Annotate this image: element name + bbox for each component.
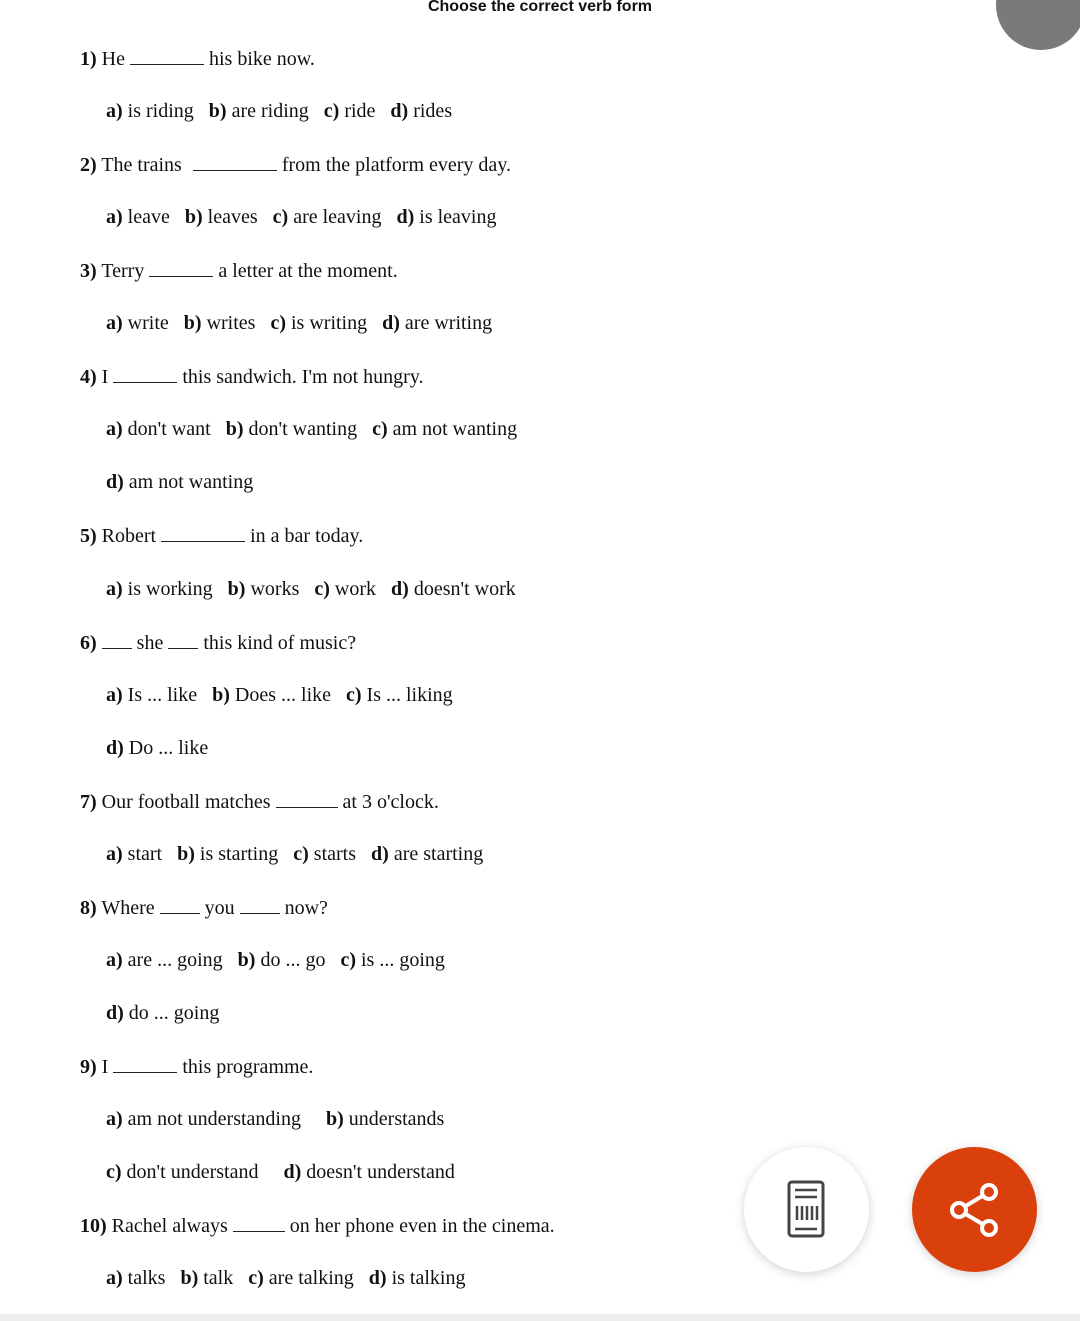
option-c: ride: [344, 100, 376, 122]
question-text-start: I: [101, 366, 109, 388]
option-label: c): [272, 206, 289, 228]
option-b: are riding: [231, 100, 309, 122]
option-a: is riding: [127, 100, 194, 122]
option-label: d): [371, 843, 389, 865]
option-c: am not wanting: [392, 418, 518, 440]
option-label: d): [283, 1161, 302, 1183]
question-number: 5): [80, 525, 97, 547]
option-a: is working: [127, 578, 213, 600]
option-d: doesn't understand: [306, 1161, 455, 1183]
option-d: rides: [413, 100, 453, 122]
answer-blank: [240, 895, 280, 914]
option-label: c): [323, 100, 340, 122]
document-icon: [787, 1180, 827, 1240]
question-text-start: I: [101, 1056, 109, 1078]
option-b: works: [250, 578, 300, 600]
option-b: Does ... like: [234, 684, 331, 706]
option-b: writes: [206, 312, 256, 334]
options-10: [106, 1266, 465, 1290]
option-label: a): [106, 418, 123, 440]
option-b: leaves: [207, 206, 258, 228]
options-9: [106, 1107, 444, 1131]
option-a: Is ... like: [127, 684, 198, 706]
question-9: [80, 1054, 313, 1079]
option-label: b): [184, 206, 203, 228]
option-a: leave: [127, 206, 170, 228]
option-c: is writing: [291, 312, 368, 334]
option-label: c): [106, 1161, 122, 1183]
option-label: d): [368, 1267, 387, 1289]
question-text-end: this sandwich. I'm not hungry.: [182, 366, 424, 388]
option-label: d): [106, 1002, 124, 1024]
option-label: a): [106, 100, 123, 122]
option-label: b): [177, 843, 195, 865]
option-b: is starting: [199, 843, 279, 865]
option-label: d): [396, 206, 415, 228]
question-text-start: Our football matches: [101, 791, 271, 813]
question-number: 3): [80, 260, 97, 282]
answer-blank: [233, 1213, 285, 1232]
option-label: d): [391, 578, 409, 600]
question-2: [80, 152, 511, 177]
option-label: c): [372, 418, 388, 440]
question-number: 7): [80, 791, 97, 813]
option-c: Is ... liking: [366, 684, 453, 706]
question-text-end: on her phone even in the cinema.: [289, 1215, 555, 1237]
option-a: are ... going: [127, 949, 223, 971]
option-label: a): [106, 1108, 123, 1130]
question-8: [80, 895, 328, 920]
question-text-end: at 3 o'clock.: [342, 791, 439, 813]
option-a: write: [127, 312, 169, 334]
option-a: don't want: [127, 418, 211, 440]
question-text-start: Terry: [101, 260, 145, 282]
question-text-end: this programme.: [182, 1056, 314, 1078]
question-number: 2): [80, 154, 97, 176]
option-d: Do ... like: [128, 737, 209, 759]
question-number: 1): [80, 48, 97, 70]
options-6-cont: [106, 736, 208, 760]
option-b: talk: [203, 1267, 234, 1289]
option-label: c): [270, 312, 286, 334]
question-7: [80, 789, 439, 814]
option-label: b): [180, 1267, 199, 1289]
option-label: d): [390, 100, 409, 122]
options-4: [106, 417, 517, 441]
question-6: [80, 630, 356, 655]
options-7: [106, 842, 483, 866]
question-text-end: from the platform every day.: [281, 154, 512, 176]
question-number: 6): [80, 632, 97, 654]
answer-blank: [149, 258, 213, 277]
option-label: b): [208, 100, 227, 122]
question-number: 8): [80, 897, 97, 919]
question-text-start: Robert: [101, 525, 157, 547]
share-icon: [945, 1180, 1005, 1240]
question-number: 10): [80, 1215, 107, 1237]
option-label: b): [325, 1108, 344, 1130]
question-text-start: He: [101, 48, 125, 70]
option-d: is talking: [391, 1267, 466, 1289]
option-b: do ... go: [260, 949, 326, 971]
question-text-start: The trains: [101, 154, 182, 176]
corner-overlay: [996, 0, 1080, 50]
option-c: don't understand: [126, 1161, 259, 1183]
question-number: 9): [80, 1056, 97, 1078]
question-5: [80, 523, 363, 548]
question-text-mid: you: [204, 897, 235, 919]
option-c: is ... going: [361, 949, 445, 971]
option-label: d): [382, 312, 400, 334]
bottom-divider: [0, 1314, 1080, 1321]
options-2: [106, 205, 496, 229]
question-3: [80, 258, 398, 283]
answer-blank: [102, 630, 132, 649]
options-8: [106, 948, 445, 972]
question-text-start: Rachel always: [111, 1215, 228, 1237]
option-d: are writing: [404, 312, 493, 334]
question-text-end: this kind of music?: [203, 632, 357, 654]
option-a: am not understanding: [127, 1108, 301, 1130]
options-6: [106, 683, 453, 707]
answer-blank: [113, 1054, 177, 1073]
options-3: [106, 311, 492, 335]
question-text-end: his bike now.: [209, 48, 315, 70]
option-d: is leaving: [419, 206, 497, 228]
question-text-end: in a bar today.: [250, 525, 364, 547]
option-c: starts: [313, 843, 357, 865]
option-c: are leaving: [293, 206, 382, 228]
answer-blank: [113, 364, 177, 383]
option-label: a): [106, 578, 123, 600]
options-1: [106, 99, 452, 123]
option-b: don't wanting: [248, 418, 358, 440]
option-label: d): [106, 737, 124, 759]
option-label: b): [227, 578, 246, 600]
answer-blank: [161, 523, 245, 542]
answer-blank: [276, 789, 338, 808]
option-a: start: [127, 843, 163, 865]
option-label: a): [106, 949, 123, 971]
option-label: a): [106, 312, 123, 334]
options-8-cont: [106, 1001, 219, 1025]
option-label: c): [293, 843, 309, 865]
worksheet-title: Choose the correct verb form: [427, 0, 653, 15]
option-a: talks: [127, 1267, 166, 1289]
option-label: a): [106, 684, 123, 706]
question-4: [80, 364, 424, 389]
option-label: c): [346, 684, 362, 706]
question-10: [80, 1213, 555, 1238]
question-text-end: now?: [284, 897, 328, 919]
options-4-cont: [106, 470, 253, 494]
question-text-end: a letter at the moment.: [218, 260, 398, 282]
options-9-cont: [106, 1160, 455, 1184]
question-1: [80, 46, 315, 71]
option-label: b): [225, 418, 244, 440]
option-label: a): [106, 1267, 123, 1289]
option-d: are starting: [393, 843, 484, 865]
answer-blank: [168, 630, 198, 649]
question-number: 4): [80, 366, 97, 388]
option-c: work: [334, 578, 377, 600]
options-5: [106, 577, 516, 601]
option-d: am not wanting: [128, 471, 254, 493]
option-label: b): [183, 312, 202, 334]
answer-blank: [193, 152, 277, 171]
answer-blank: [130, 46, 204, 65]
option-label: a): [106, 843, 123, 865]
answer-blank: [160, 895, 200, 914]
question-text-start: Where: [101, 897, 155, 919]
option-d: do ... going: [128, 1002, 220, 1024]
option-label: c): [314, 578, 330, 600]
option-label: c): [340, 949, 356, 971]
option-label: b): [212, 684, 230, 706]
option-label: d): [106, 471, 124, 493]
share-button[interactable]: [912, 1147, 1037, 1272]
option-label: c): [248, 1267, 264, 1289]
option-label: a): [106, 206, 123, 228]
question-text-mid: she: [136, 632, 164, 654]
document-button[interactable]: [744, 1147, 869, 1272]
option-b: understands: [348, 1108, 445, 1130]
option-d: doesn't work: [413, 578, 516, 600]
option-c: are talking: [268, 1267, 354, 1289]
option-label: b): [237, 949, 256, 971]
